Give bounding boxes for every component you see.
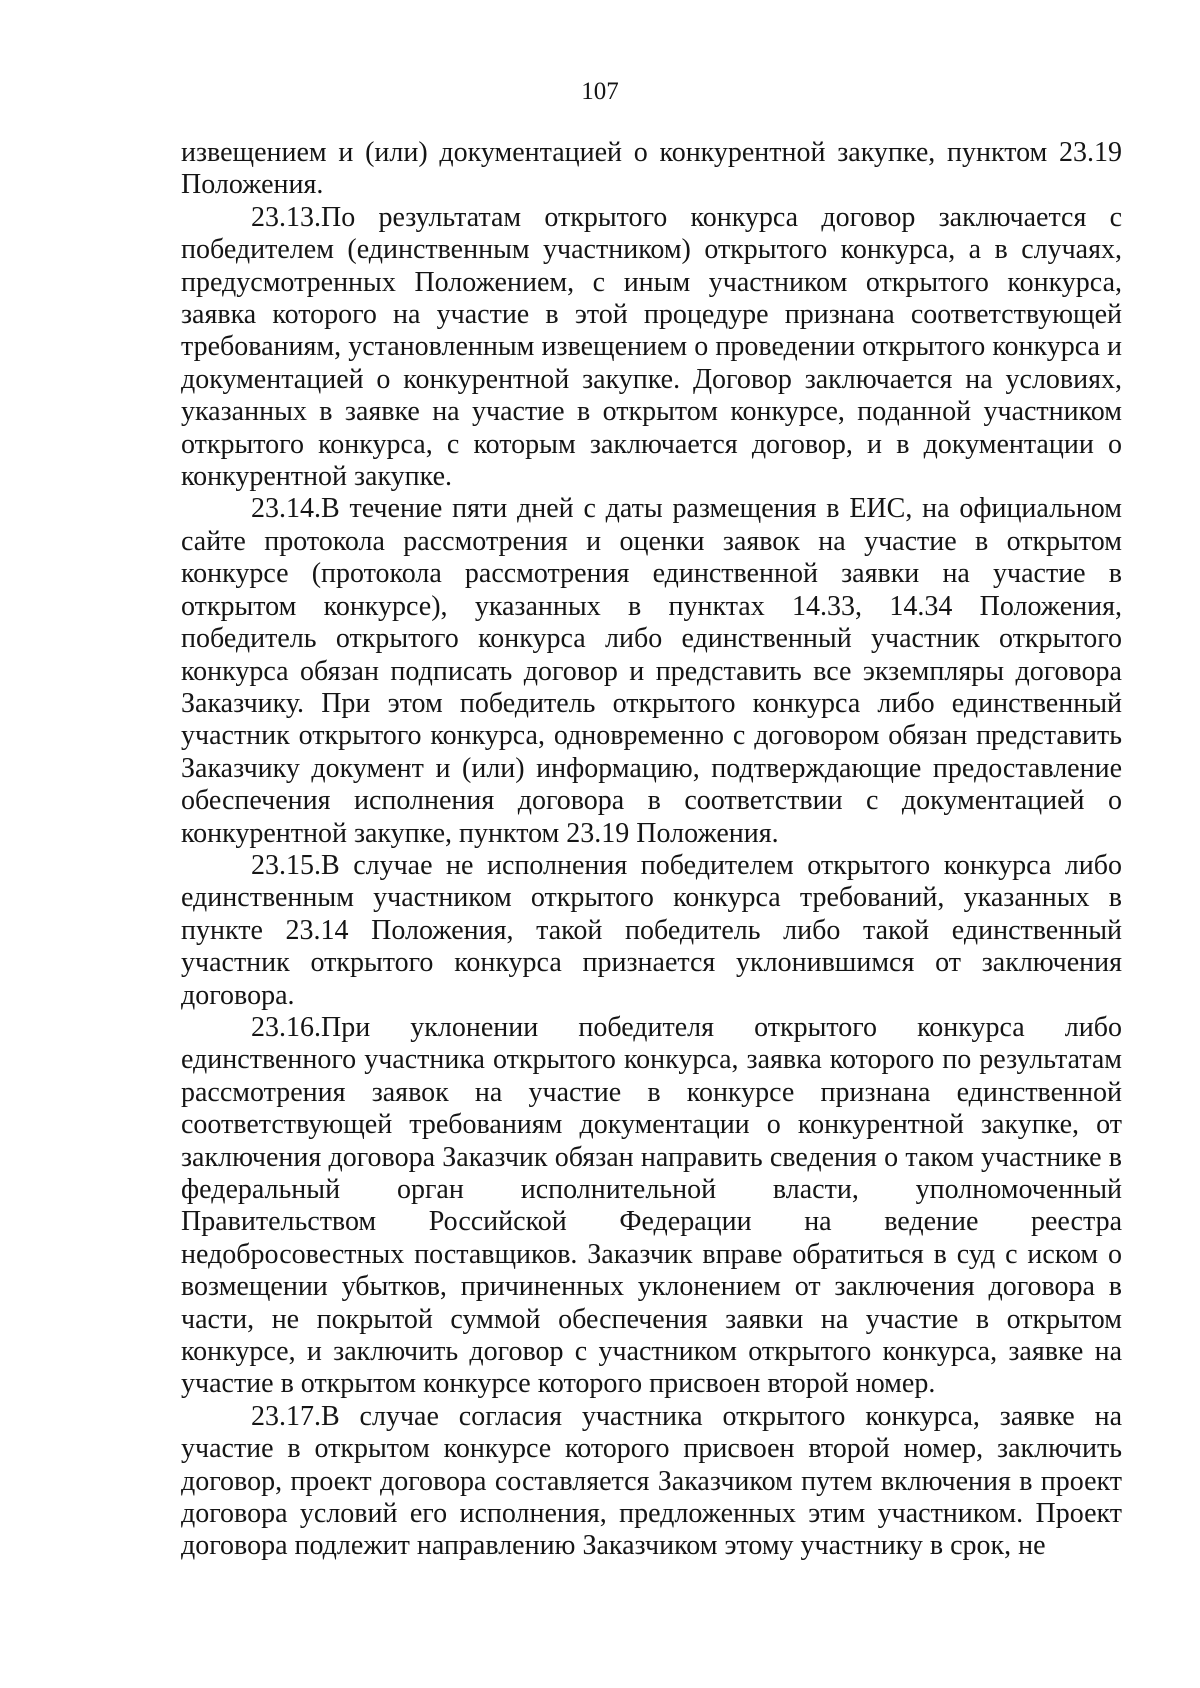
paragraph-23-17: 23.17.В случае согласия участника открытого конкурса, заявке на участие в открытом конкурсе которого присвоен второй номер, заключить договор, проект договора составляется Заказчиком путем включения в проект договора условий его исполнения, предложенных этим участником. Проект договора подлежит направлению Заказчиком этому участнику в срок, не bbox=[181, 1400, 1122, 1562]
document-body bbox=[181, 137, 1122, 1563]
page-number: 107 bbox=[581, 78, 619, 105]
paragraph-23-16: 23.16.При уклонении победителя открытого конкурса либо единственного участника открытого конкурса, заявка которого по результатам рассмотрения заявок на участие в конкурсе признана единственной соответствующей требованиям документации о конкурентной закупке, от заключения договора Заказчик обязан направить сведения о таком участнике в федеральный орган исполнительной власти, уполномоченный Правительством Российской Федерации на ведение реестра недобросовестных поставщиков. Заказчик вправе обратиться в суд с иском о возмещении убытков, причиненных уклонением от заключения договора в части, не покрытой суммой обеспечения заявки на участие в открытом конкурсе, и заключить договор с участником открытого конкурса, заявке на участие в открытом конкурсе которого присвоен второй номер. bbox=[181, 1011, 1122, 1400]
paragraph-23-14: 23.14.В течение пяти дней с даты размещения в ЕИС, на официальном сайте протокола рассмотрения и оценки заявок на участие в открытом конкурсе (протокола рассмотрения единственной заявки на участие в открытом конкурсе), указанных в пунктах 14.33, 14.34 Положения, победитель открытого конкурса либо единственный участник открытого конкурса обязан подписать договор и представить все экземпляры договора Заказчику. При этом победитель открытого конкурса либо единственный участник открытого конкурса, одновременно с договором обязан представить Заказчику документ и (или) информацию, подтверждающие предоставление обеспечения исполнения договора в соответствии с документацией о конкурентной закупке, пунктом 23.19 Положения. bbox=[181, 493, 1122, 849]
paragraph-23-13: 23.13.По результатам открытого конкурса договор заключается с победителем (единственным участником) открытого конкурса, а в случаях, предусмотренных Положением, с иным участником открытого конкурса, заявка которого на участие в этой процедуре признана соответствующей требованиям, установленным извещением о проведении открытого конкурса и документацией о конкурентной закупке. Договор заключается на условиях, указанных в заявке на участие в открытом конкурсе, поданной участником открытого конкурса, с которым заключается договор, и в документации о конкурентной закупке. bbox=[181, 201, 1122, 493]
paragraph-continuation: извещением и (или) документацией о конкурентной закупке, пунктом 23.19 Положения. bbox=[181, 137, 1122, 201]
paragraph-23-15: 23.15.В случае не исполнения победителем открытого конкурса либо единственным участником открытого конкурса требований, указанных в пункте 23.14 Положения, такой победитель либо такой единственный участник открытого конкурса признается уклонившимся от заключения договора. bbox=[181, 849, 1122, 1011]
